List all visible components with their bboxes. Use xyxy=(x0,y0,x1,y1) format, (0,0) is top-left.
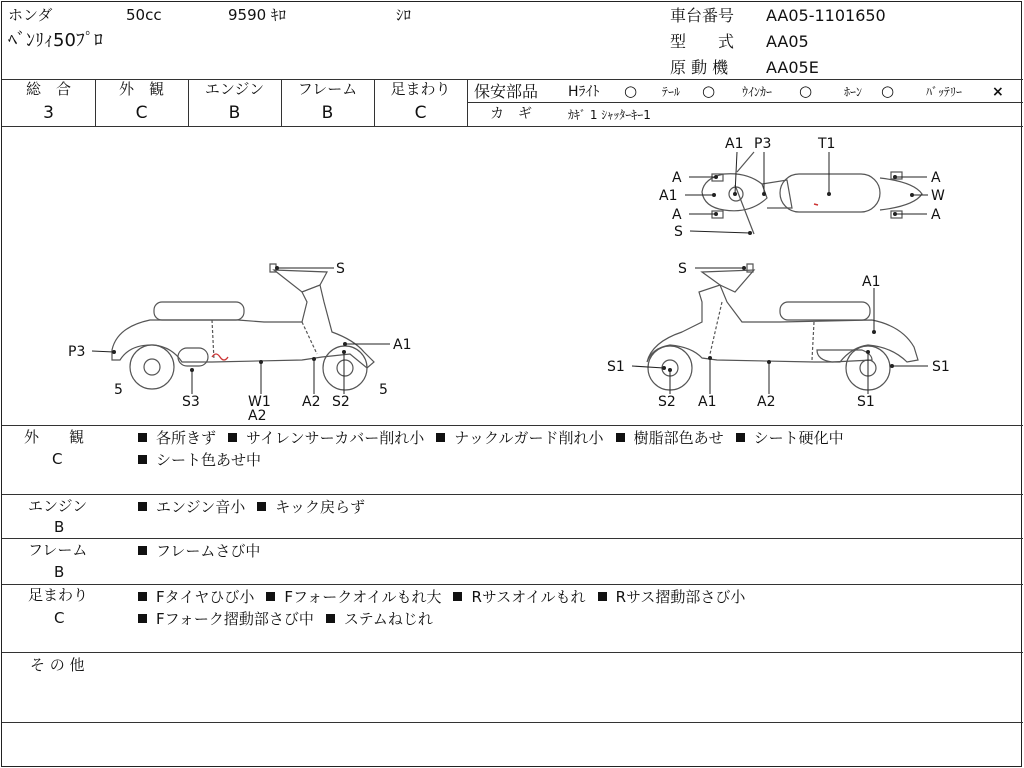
diagram-label: W xyxy=(931,188,945,204)
remark-item: シート色あせ中 xyxy=(138,451,261,469)
divider xyxy=(2,538,1023,539)
scooter-top-leaders xyxy=(685,152,928,233)
remark-label-exterior: 外 観 xyxy=(24,428,85,446)
remark-grade-engine: B xyxy=(54,518,65,536)
diagram-label: A xyxy=(672,170,682,186)
safety-headlight-status: ○ xyxy=(624,82,638,100)
key-label: カ ギ xyxy=(490,106,532,122)
remark-item: Rサスオイルもれ xyxy=(453,588,585,606)
scooter-left-leaders xyxy=(92,268,390,394)
diagram-label: A1 xyxy=(698,394,717,410)
grade-value-suspension: C xyxy=(414,103,427,123)
safety-battery: ﾊﾞｯﾃﾘｰ xyxy=(926,85,963,99)
maker: ホンダ xyxy=(8,6,53,24)
remark-items-exterior xyxy=(138,427,1018,471)
remark-grade-suspension: C xyxy=(54,609,65,627)
key-value: ｶｷﾞ 1 ｼｬｯﾀｰｷｰ1 xyxy=(568,108,651,122)
diagram-label: S1 xyxy=(857,394,875,410)
remark-items-engine xyxy=(138,496,1018,518)
scooter-left-view xyxy=(112,264,374,390)
safety-winker-status: ○ xyxy=(799,82,813,100)
safety-taillight-status: ○ xyxy=(702,82,716,100)
remark-item: Fフォーク摺動部さび中 xyxy=(138,610,314,628)
divider xyxy=(2,652,1023,653)
grade-label-frame: フレーム xyxy=(297,80,358,98)
safety-horn: ﾎｰﾝ xyxy=(844,85,863,99)
remark-label-other: そ の 他 xyxy=(30,656,85,674)
remark-items-suspension xyxy=(138,586,1018,630)
divider xyxy=(2,425,1023,426)
damage-mark xyxy=(814,204,818,205)
diagram-label: S2 xyxy=(332,394,350,410)
frame-no-value: AA05-1101650 xyxy=(766,6,886,25)
diagram-label: A2 xyxy=(248,408,267,424)
diagram-label: S xyxy=(674,224,683,240)
grade-label-engine: エンジン xyxy=(204,80,265,98)
grade-value-engine: B xyxy=(228,103,241,123)
diagram-label: A1 xyxy=(393,337,412,353)
diagram-label: 5 xyxy=(114,382,123,398)
mileage: 9590 ｷﾛ xyxy=(228,6,286,24)
safety-winker: ｳｲﾝｶｰ xyxy=(742,85,773,99)
grade-label-overall: 総 合 xyxy=(25,80,71,98)
diagram-label: A1 xyxy=(862,274,881,290)
displacement: 50cc xyxy=(126,6,162,24)
safety-taillight: ﾃｰﾙ xyxy=(662,85,681,99)
engine-label: 原 動 機 xyxy=(670,58,729,77)
grade-value-exterior: C xyxy=(135,103,148,123)
diagram-label: S1 xyxy=(607,359,625,375)
diagram-label: S1 xyxy=(932,359,950,375)
engine-value: AA05E xyxy=(766,58,819,77)
safety-battery-status: × xyxy=(992,84,1004,100)
divider xyxy=(2,584,1023,585)
diagram-label: A xyxy=(931,170,941,186)
remark-item: ナックルガード削れ小 xyxy=(436,429,603,447)
diagram-label: A xyxy=(931,207,941,223)
safety-horn-status: ○ xyxy=(881,82,895,100)
type-value: AA05 xyxy=(766,32,809,51)
diagram-label: W1 xyxy=(248,394,271,410)
diagram-label: A xyxy=(672,207,682,223)
diagram-points xyxy=(112,175,914,372)
remark-items-frame xyxy=(138,540,1018,562)
diagram-label: A1 xyxy=(659,188,678,204)
diagram-label: A2 xyxy=(757,394,776,410)
remark-grade-exterior: C xyxy=(52,450,63,468)
diagram-label: P3 xyxy=(68,344,86,360)
diagram-label: S xyxy=(336,261,345,277)
diagram-label: S3 xyxy=(182,394,200,410)
type-label: 型 式 xyxy=(670,32,735,51)
remark-item: エンジン音小 xyxy=(138,498,245,516)
grade-value-overall: 3 xyxy=(43,103,54,123)
remark-label-suspension: 足まわり xyxy=(28,586,89,604)
remark-item: Fタイヤひび小 xyxy=(138,588,254,606)
safety-parts-label: 保安部品 xyxy=(474,82,539,101)
remark-item: 各所きず xyxy=(138,429,216,447)
grade-value-frame: B xyxy=(321,103,334,123)
diagram-label: P3 xyxy=(754,136,772,152)
remark-item: 樹脂部色あせ xyxy=(616,429,724,447)
diagram-label: S xyxy=(678,261,687,277)
remark-item: フレームさび中 xyxy=(138,542,260,560)
safety-headlight: Hﾗｲﾄ xyxy=(568,84,600,100)
divider xyxy=(2,722,1023,723)
frame-no-label: 車台番号 xyxy=(670,6,735,25)
remark-item: ステムねじれ xyxy=(326,610,433,628)
remark-item: キック戻らず xyxy=(257,498,365,516)
model-name: ﾍﾞﾝﾘｨ50ﾌﾟﾛ xyxy=(8,30,103,51)
diagram-label: T1 xyxy=(818,136,836,152)
color: ｼﾛ xyxy=(396,6,412,24)
remark-item: サイレンサーカバー削れ小 xyxy=(228,429,424,447)
remark-item: シート硬化中 xyxy=(736,429,844,447)
remark-label-engine: エンジン xyxy=(28,497,88,515)
inspection-sheet xyxy=(1,1,1022,767)
remark-item: Fフォークオイルもれ大 xyxy=(266,588,441,606)
diagram-label: 5 xyxy=(379,382,388,398)
divider xyxy=(2,494,1023,495)
diagram-label: A1 xyxy=(725,136,744,152)
diagram-label: A2 xyxy=(302,394,321,410)
grade-label-exterior: 外 観 xyxy=(118,80,164,98)
scooter-diagram xyxy=(2,2,1023,425)
scooter-right-leaders xyxy=(632,268,928,394)
remark-label-frame: フレーム xyxy=(28,541,88,559)
remark-grade-frame: B xyxy=(54,563,65,581)
diagram-label: S2 xyxy=(658,394,676,410)
grade-label-suspension: 足まわり xyxy=(390,80,451,98)
remark-item: Rサス摺動部さび小 xyxy=(598,588,746,606)
